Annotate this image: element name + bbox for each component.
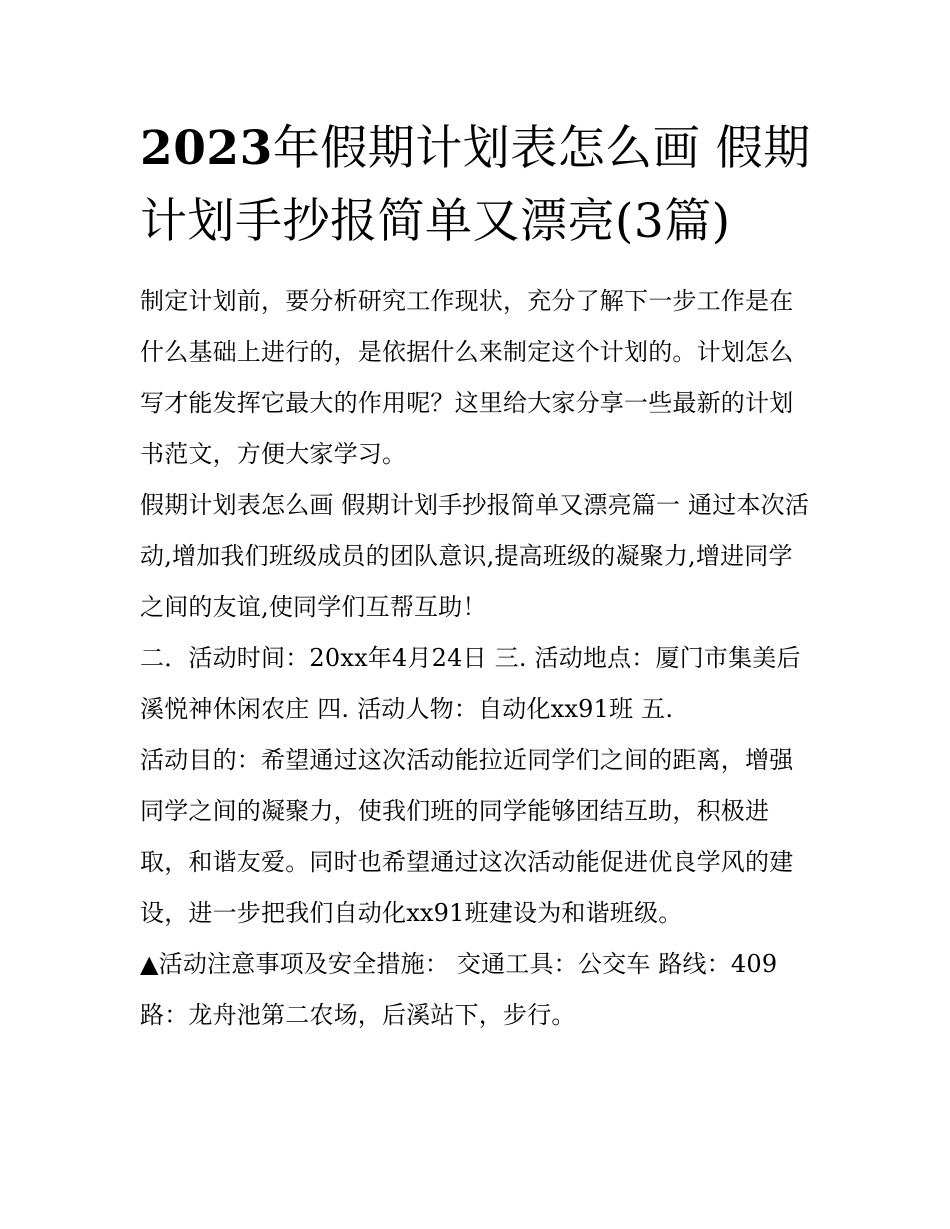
safety-notes-paragraph: ▲活动注意事项及安全措施： 交通工具：公交车 路线：409路：龙舟池第二农场，后溪站下，步行。 (140, 950, 778, 1029)
title-year: 2023 (140, 121, 273, 176)
title-text: 年假期计划表怎么画 假期计划手抄报简单又漂亮(3篇) (140, 121, 811, 249)
document-body (140, 276, 812, 1041)
document-title (140, 112, 812, 258)
section-one-paragraph: 假期计划表怎么画 假期计划手抄报简单又漂亮篇一 通过本次活动,增加我们班级成员的团队意识,提高班级的凝聚力,增进同学之间的友谊,使同学们互帮互助！ (140, 491, 810, 621)
activity-details-paragraph: 二．活动时间：20xx年4月24日 三. 活动地点：厦门市集美后溪悦神休闲农庄 四. 活动人物：自动化xx91班 五. (140, 644, 801, 723)
intro-paragraph: 制定计划前，要分析研究工作现状，充分了解下一步工作是在什么基础上进行的，是依据什么来制定这个计划的。计划怎么写才能发挥它最大的作用呢？这里给大家分享一些最新的计划书范文，方便大家学习。 (140, 287, 794, 468)
document-page (140, 112, 812, 1041)
activity-purpose-paragraph: 活动目的：希望通过这次活动能拉近同学们之间的距离，增强同学之间的凝聚力，使我们班的同学能够团结互助，积极进取，和谐友爱。同时也希望通过这次活动能促进优良学风的建设，进一步把我们自动化xx91班建设为和谐班级。 (140, 746, 794, 927)
